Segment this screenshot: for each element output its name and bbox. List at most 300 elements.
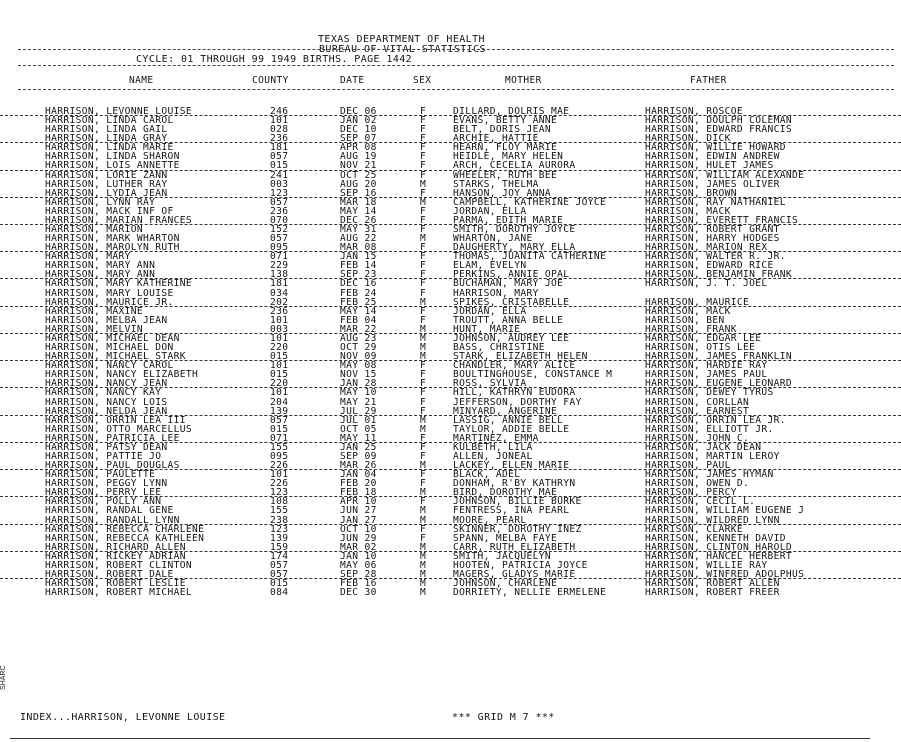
cell-sex: M (420, 587, 427, 599)
column-header-name: NAME (129, 75, 154, 86)
cell-date: AUG 23 (340, 332, 377, 344)
cell-mother: JOHNSON, CHARLENE (453, 578, 558, 590)
cell-mother: HEIDLE, MARY HELEN (453, 151, 564, 163)
cell-mother: LACKEY, ELLEN MARIE (453, 460, 570, 472)
cell-sex: F (420, 278, 427, 290)
cell-name: HARRISON, MICHAEL STARK (45, 351, 186, 363)
cell-mother: SPIKES, CRISTABELLE (453, 296, 570, 308)
cell-father: HARRISON, WILLIAM EUGENE J (645, 505, 805, 517)
cell-date: MAR 26 (340, 460, 377, 472)
cell-mother: DONHAM, R'BY KATHRYN (453, 478, 576, 490)
cell-mother: FENTRESS, INA PEARL (453, 505, 570, 517)
cell-father: HARRISON, EDWARD RICE (645, 260, 774, 272)
cell-county: 101 (270, 469, 289, 481)
cell-mother: BLACK, ADEL (453, 469, 521, 481)
cell-county: 139 (270, 532, 289, 544)
cell-county: 138 (270, 269, 289, 281)
cell-father: HARRISON, MACK (645, 305, 731, 317)
cell-name: HARRISON, LINDA CAROL (45, 115, 174, 127)
cell-father: HARRISON, BENJAMIN FRANK (645, 269, 793, 281)
cell-father: HARRISON, EUGENE LEONARD (645, 378, 793, 390)
cell-county: 071 (270, 432, 289, 444)
cell-mother: DAUGHERTY, MARY ELLA (453, 242, 576, 254)
cell-sex: F (420, 242, 427, 254)
cell-county: 101 (270, 360, 289, 372)
cell-father: HARRISON, RAY NATHANIEL (645, 196, 786, 208)
cell-sex: F (420, 142, 427, 154)
cell-mother: BUCHAMAN, MARY JOE (453, 278, 564, 290)
cell-county: 229 (270, 260, 289, 272)
cell-date: FEB 20 (340, 478, 377, 490)
cell-mother: TROUTT, ANNA BELLE (453, 314, 564, 326)
cell-father: HARRISON, EDGAR LEE (645, 332, 762, 344)
cell-name: HARRISON, LINDA MARIE (45, 142, 174, 154)
cell-sex: F (420, 478, 427, 490)
cell-father: HARRISON, EDWARD FRANCIS (645, 124, 793, 136)
cell-name: HARRISON, LYNN RAY (45, 196, 156, 208)
cell-father: HARRISON, ROBERT GRANT (645, 224, 780, 236)
cell-county: 057 (270, 568, 289, 580)
cell-father: HARRISON, ORRIN LEA JR. (645, 414, 786, 426)
cell-mother: HOOTEN, PATRICIA JOYCE (453, 559, 588, 571)
cell-father: HARRISON, MAURICE (645, 296, 750, 308)
cell-name: HARRISON, LORIE ZANN (45, 169, 168, 181)
cell-date: SEP 07 (340, 133, 377, 145)
cell-mother: STARKS, THELMA (453, 178, 539, 190)
cell-name: HARRISON, MARY ANN (45, 269, 156, 281)
cell-county: 202 (270, 296, 289, 308)
cell-county: 084 (270, 587, 289, 599)
cell-date: JUN 29 (340, 532, 377, 544)
header-title: TEXAS DEPARTMENT OF HEALTH (318, 34, 485, 45)
cell-county: 028 (270, 124, 289, 136)
cell-county: 139 (270, 405, 289, 417)
cell-name: HARRISON, MARY KATHERINE (45, 278, 193, 290)
cell-mother: JOHNSON, AUDREY LEE (453, 332, 570, 344)
cell-father: HARRISON, FRANK (645, 323, 737, 335)
cell-name: HARRISON, MAROLYN RUTH (45, 242, 180, 254)
cell-sex: F (420, 187, 427, 199)
cell-date: OCT 25 (340, 169, 377, 181)
cell-date: FEB 24 (340, 287, 377, 299)
cell-father: HARRISON, MARTIN LEROY (645, 450, 780, 462)
cell-father: HARRISON, CECIL L. (645, 496, 756, 508)
cell-date: JAN 04 (340, 469, 377, 481)
cell-sex: M (420, 550, 427, 562)
cell-sex: F (420, 441, 427, 453)
cell-name: HARRISON, PERRY LEE (45, 487, 162, 499)
cell-name: HARRISON, LEVONNE LOUISE (45, 106, 193, 117)
cell-date: JAN 02 (340, 115, 377, 127)
cell-county: 236 (270, 305, 289, 317)
cell-mother: HILL, KATHRYN EUDORA (453, 387, 576, 399)
cell-mother: WHARTON, JANE (453, 233, 533, 245)
cell-name: HARRISON, LYDIA JEAN (45, 187, 168, 199)
cell-name: HARRISON, LINDA GAIL (45, 124, 168, 136)
cell-father: HARRISON, HANCEL HERBERT (645, 550, 793, 562)
cell-mother: ROSS, SYLVIA (453, 378, 527, 390)
cell-date: APR 08 (340, 142, 377, 154)
column-header-county: COUNTY (252, 75, 289, 86)
cell-date: NOV 15 (340, 369, 377, 381)
cell-date: FEB 18 (340, 487, 377, 499)
cell-county: 034 (270, 287, 289, 299)
cell-father: HARRISON, MARION REX (645, 242, 768, 254)
cell-name: HARRISON, LUTHER RAY (45, 178, 168, 190)
cell-father: HARRISON, OTIS LEE (645, 342, 756, 354)
cell-date: DEC 10 (340, 124, 377, 136)
cell-name: HARRISON, MARIAN FRANCES (45, 214, 193, 226)
cell-date: MAY 10 (340, 387, 377, 399)
cell-mother: CAMPBELL, KATHERINE JOYCE (453, 196, 607, 208)
cell-name: HARRISON, LOIS ANNETTE (45, 160, 180, 172)
cell-county: 123 (270, 187, 289, 199)
cell-sex: F (420, 396, 427, 408)
cell-mother: HANSON, JOY ANNA (453, 187, 552, 199)
cell-date: MAY 21 (340, 396, 377, 408)
cell-date: SEP 23 (340, 269, 377, 281)
cell-mother: EVANS, BETTY ANNE (453, 115, 558, 127)
cell-name: HARRISON, PATTIE JO (45, 450, 162, 462)
cell-sex: M (420, 568, 427, 580)
cell-county: 155 (270, 505, 289, 517)
cell-name: HARRISON, MACK INF OF (45, 205, 174, 217)
cell-sex: F (420, 387, 427, 399)
cell-county: 238 (270, 514, 289, 526)
cell-date: OCT 05 (340, 423, 377, 435)
cell-name: HARRISON, NANCY LOIS (45, 396, 168, 408)
cell-sex: M (420, 460, 427, 472)
cell-county: 071 (270, 251, 289, 263)
cell-county: 015 (270, 578, 289, 590)
cell-mother: BIRD, DOROTHY MAE (453, 487, 558, 499)
cell-name: HARRISON, ORRIN LEA III (45, 414, 186, 426)
cell-date: DEC 06 (340, 106, 377, 117)
cell-name: HARRISON, MAURICE JR. (45, 296, 174, 308)
cell-date: DEC 16 (340, 278, 377, 290)
cell-father: HARRISON, CLINTON HAROLD (645, 541, 793, 553)
cell-county: 057 (270, 196, 289, 208)
cell-sex: F (420, 432, 427, 444)
cell-father: HARRISON, ROBERT ALLEN (645, 578, 780, 590)
cell-mother: SKINNER, DOROTHY INEZ (453, 523, 582, 535)
cell-mother: MARTINEZ, EMMA (453, 432, 539, 444)
cell-father: HARRISON, ROSCOE (645, 106, 744, 117)
cell-county: 003 (270, 323, 289, 335)
cell-county: 159 (270, 541, 289, 553)
cell-name: HARRISON, REBECCA CHARLENE (45, 523, 205, 535)
footer-divider (10, 738, 870, 739)
cell-county: 241 (270, 169, 289, 181)
cell-date: MAR 22 (340, 323, 377, 335)
cell-county: 236 (270, 205, 289, 217)
cell-sex: F (420, 369, 427, 381)
cell-sex: F (420, 532, 427, 544)
cell-father: HARRISON, HARDIE RAY (645, 360, 768, 372)
cell-date: FEB 16 (340, 578, 377, 590)
cell-date: JUL 01 (340, 414, 377, 426)
header-divider-top (18, 49, 894, 50)
column-header-father: FATHER (690, 75, 727, 86)
cell-date: FEB 14 (340, 260, 377, 272)
cell-county: 152 (270, 224, 289, 236)
cell-date: DEC 26 (340, 214, 377, 226)
cell-name: HARRISON, PATSY DEAN (45, 441, 168, 453)
cell-name: HARRISON, RICHARD ALLEN (45, 541, 186, 553)
cell-date: FEB 04 (340, 314, 377, 326)
cell-sex: F (420, 151, 427, 163)
cell-county: 003 (270, 178, 289, 190)
birth-records-table (0, 107, 901, 597)
cell-name: HARRISON, MARY ANN (45, 260, 156, 272)
cell-sex: F (420, 251, 427, 263)
cell-date: JAN 10 (340, 550, 377, 562)
cell-date: SEP 16 (340, 187, 377, 199)
cell-father: HARRISON, BROWN (645, 187, 737, 199)
cell-father: HARRISON, EARNEST (645, 405, 750, 417)
cell-mother: JORDAN, ELLA (453, 305, 527, 317)
cell-county: 226 (270, 478, 289, 490)
cell-sex: F (420, 360, 427, 372)
cell-date: NOV 21 (340, 160, 377, 172)
cell-county: 101 (270, 332, 289, 344)
cell-name: HARRISON, MARY LOUISE (45, 287, 174, 299)
cell-name: HARRISON, NANCY CAROL (45, 360, 174, 372)
cell-sex: M (420, 178, 427, 190)
cell-name: HARRISON, ROBERT MICHAEL (45, 587, 193, 599)
cell-county: 095 (270, 242, 289, 254)
cell-mother: HARRISON, MARY (453, 287, 539, 299)
cell-county: 057 (270, 151, 289, 163)
column-header-mother: MOTHER (505, 75, 542, 86)
cell-county: 204 (270, 396, 289, 408)
cell-father: HARRISON, HULET JAMES (645, 160, 774, 172)
cell-name: HARRISON, PATRICIA LEE (45, 432, 180, 444)
cell-mother: WHEELER, RUTH BEE (453, 169, 558, 181)
cell-sex: F (420, 224, 427, 236)
cell-mother: BOULTINGHOUSE, CONSTANCE M (453, 369, 613, 381)
cell-mother: DILLARD, DOLRIS MAE (453, 106, 570, 117)
cell-date: MAY 31 (340, 224, 377, 236)
cell-name: HARRISON, NANCY JEAN (45, 378, 168, 390)
cell-name: HARRISON, PEGGY LYNN (45, 478, 168, 490)
cell-sex: M (420, 233, 427, 245)
cell-mother: DORRIETY, NELLIE ERMELENE (453, 587, 607, 599)
cell-sex: F (420, 405, 427, 417)
cell-name: HARRISON, MICHAEL DON (45, 342, 174, 354)
cell-father: HARRISON, EVERETT FRANCIS (645, 214, 799, 226)
cell-date: OCT 29 (340, 342, 377, 354)
cell-father: HARRISON, MACK (645, 205, 731, 217)
cell-county: 015 (270, 423, 289, 435)
cell-father: HARRISON, DOULPH COLEMAN (645, 115, 793, 127)
cell-mother: MAGERS, GLADYS MARIE (453, 568, 576, 580)
cell-sex: F (420, 450, 427, 462)
cell-sex: F (420, 523, 427, 535)
cell-name: HARRISON, NANCY ELIZABETH (45, 369, 199, 381)
header-cycle: CYCLE: 01 THROUGH 99 1949 BIRTHS. PAGE 1442 (136, 54, 413, 65)
cell-date: MAY 08 (340, 360, 377, 372)
cell-name: HARRISON, ROBERT CLINTON (45, 559, 193, 571)
cell-county: 155 (270, 441, 289, 453)
cell-mother: STARK, ELIZABETH HELEN (453, 351, 588, 363)
cell-sex: M (420, 296, 427, 308)
cell-sex: M (420, 487, 427, 499)
cell-county: 108 (270, 496, 289, 508)
cell-date: MAY 14 (340, 205, 377, 217)
table-row (0, 588, 901, 597)
cell-name: HARRISON, MARION (45, 224, 144, 236)
cell-name: HARRISON, MELBA JEAN (45, 314, 168, 326)
cell-county: 057 (270, 559, 289, 571)
cell-name: HARRISON, REBECCA KATHLEEN (45, 532, 205, 544)
cell-date: JAN 28 (340, 378, 377, 390)
column-header-divider (18, 89, 894, 90)
cell-county: 181 (270, 142, 289, 154)
cell-sex: F (420, 496, 427, 508)
cell-sex: F (420, 469, 427, 481)
cell-sex: M (420, 196, 427, 208)
cell-date: MAY 06 (340, 559, 377, 571)
cell-mother: THOMAS, JUANITA CATHERINE (453, 251, 607, 263)
cell-sex: F (420, 106, 427, 117)
header-divider-mid (18, 65, 894, 66)
cell-name: HARRISON, MARK WHARTON (45, 233, 180, 245)
cell-father: HARRISON, KENNETH DAVID (645, 532, 786, 544)
cell-sex: F (420, 133, 427, 145)
cell-name: HARRISON, LINDA SHARON (45, 151, 180, 163)
cell-date: JUN 27 (340, 505, 377, 517)
cell-mother: ARCH, CECELIA AURORA (453, 160, 576, 172)
cell-sex: F (420, 314, 427, 326)
cell-sex: F (420, 205, 427, 217)
cell-sex: F (420, 169, 427, 181)
cell-mother: CHANDLER, MARY ALICE (453, 360, 576, 372)
header-bureau: BUREAU OF VITAL STATISTICS (319, 44, 486, 55)
cell-sex: F (420, 378, 427, 390)
cell-sex: F (420, 124, 427, 136)
cell-mother: ELAM, EVELYN (453, 260, 527, 272)
cell-sex: M (420, 541, 427, 553)
cell-mother: CARR, RUTH ELIZABETH (453, 541, 576, 553)
cell-date: SEP 09 (340, 450, 377, 462)
cell-father: HARRISON, WILLIE RAY (645, 559, 768, 571)
cell-county: 095 (270, 450, 289, 462)
column-header-date: DATE (340, 75, 365, 86)
cell-date: MAY 11 (340, 432, 377, 444)
cell-date: JAN 15 (340, 251, 377, 263)
cell-sex: M (420, 414, 427, 426)
cell-mother: ARCHIE, HATTIE (453, 133, 539, 145)
cell-sex: F (420, 305, 427, 317)
cell-date: MAR 18 (340, 196, 377, 208)
cell-county: 015 (270, 351, 289, 363)
cell-father: HARRISON, DICK (645, 133, 731, 145)
cell-mother: SPANN, MELBA FAYE (453, 532, 558, 544)
cell-date: APR 10 (340, 496, 377, 508)
cell-county: 101 (270, 387, 289, 399)
cell-mother: SMITH, DOROTHY JOYCE (453, 224, 576, 236)
cell-father: HARRISON, ROBERT FREER (645, 587, 780, 599)
cell-name: HARRISON, RANDALL LYNN (45, 514, 180, 526)
cell-date: MAY 14 (340, 305, 377, 317)
cell-name: HARRISON, RANDAL GENE (45, 505, 174, 517)
cell-name: HARRISON, RICKEY ADRIAN (45, 550, 186, 562)
cell-father: HARRISON, CORLLAN (645, 396, 750, 408)
cell-father: HARRISON, JAMES OLIVER (645, 178, 780, 190)
cell-sex: M (420, 332, 427, 344)
cell-mother: LASSIG, ANNIE BELL (453, 414, 564, 426)
cell-mother: PARMA, EDITH MARIE (453, 214, 564, 226)
cell-name: HARRISON, ROBERT DALE (45, 568, 174, 580)
cell-mother: JORDAN, ELLA (453, 205, 527, 217)
footer-grid: *** GRID M 7 *** (452, 712, 555, 723)
cell-father: HARRISON, JAMES FRANKLIN (645, 351, 793, 363)
cell-date: MAR 02 (340, 541, 377, 553)
cell-father: HARRISON, EDWIN ANDREW (645, 151, 780, 163)
cell-mother: JEFFERSON, DORTHY FAY (453, 396, 582, 408)
cell-mother: KULBETH, LILA (453, 441, 533, 453)
cell-mother: BASS, CHRISTINE (453, 342, 545, 354)
cell-mother: ALLEN, JONEAL (453, 450, 533, 462)
cell-county: 101 (270, 115, 289, 127)
cell-county: 246 (270, 106, 289, 117)
cell-date: FEB 25 (340, 296, 377, 308)
cell-father: HARRISON, WALTER R. JR. (645, 251, 786, 263)
cell-sex: M (420, 514, 427, 526)
cell-name: HARRISON, POLLY ANN (45, 496, 162, 508)
cell-date: OCT 10 (340, 523, 377, 535)
cell-county: 070 (270, 214, 289, 226)
cell-date: JAN 27 (340, 514, 377, 526)
cell-date: MAR 08 (340, 242, 377, 254)
cell-county: 181 (270, 278, 289, 290)
cell-county: 057 (270, 233, 289, 245)
cell-county: 220 (270, 342, 289, 354)
side-stamp: SHARC (0, 665, 7, 690)
cell-date: SEP 28 (340, 568, 377, 580)
cell-father: HARRISON, JOHN C. (645, 432, 750, 444)
cell-date: AUG 20 (340, 178, 377, 190)
cell-sex: F (420, 260, 427, 272)
cell-county: 123 (270, 487, 289, 499)
cell-name: HARRISON, NANCY KAY (45, 387, 162, 399)
cell-name: HARRISON, PAUL DOUGLAS (45, 460, 180, 472)
cell-name: HARRISON, ROBERT LESLIE (45, 578, 186, 590)
cell-father: HARRISON, WILLIAM ALEXANDE (645, 169, 805, 181)
cell-mother: BELT, DORIS JEAN (453, 124, 552, 136)
cell-name: HARRISON, MARY (45, 251, 131, 263)
cell-county: 174 (270, 550, 289, 562)
cell-date: JUL 29 (340, 405, 377, 417)
cell-father: HARRISON, WILDRED LYNN (645, 514, 780, 526)
cell-county: 220 (270, 378, 289, 390)
cell-county: 015 (270, 160, 289, 172)
cell-sex: F (420, 287, 427, 299)
cell-father: HARRISON, PERCY (645, 487, 737, 499)
cell-father: HARRISON, BEN (645, 314, 725, 326)
cell-name: HARRISON, MICHAEL DEAN (45, 332, 180, 344)
cell-father: HARRISON, JAMES HYMAN (645, 469, 774, 481)
cell-father: HARRISON, OWEN D. (645, 478, 750, 490)
cell-mother: PERKINS, ANNIE OPAL (453, 269, 570, 281)
cell-name: HARRISON, MAXINE (45, 305, 144, 317)
cell-sex: M (420, 351, 427, 363)
cell-sex: M (420, 342, 427, 354)
cell-mother: MOORE, PEARL (453, 514, 527, 526)
cell-father: HARRISON, WILLIE HOWARD (645, 142, 786, 154)
cell-date: AUG 19 (340, 151, 377, 163)
